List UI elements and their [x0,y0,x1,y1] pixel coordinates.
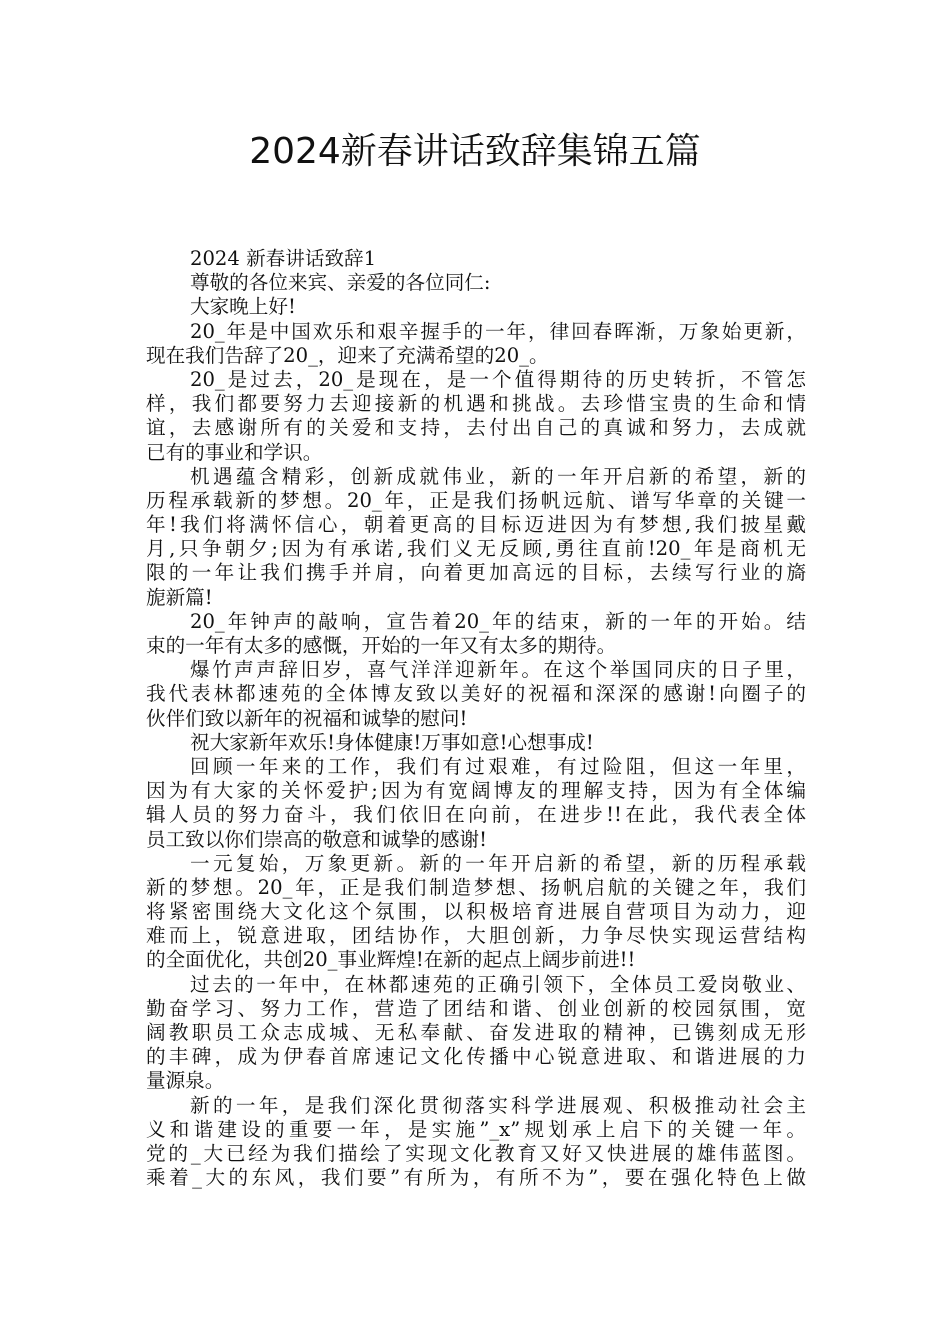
body-line: 20_是过去，20_是现在，是一个值得期待的历史转折，不管怎 [190,367,806,391]
body-line: 大家晚上好! [190,295,296,319]
body-line: 谊，去感谢所有的关爱和支持，去付出自己的真诚和努力，去成就 [146,416,806,440]
body-line: 旎新篇! [146,585,213,609]
body-line: 我代表林都速苑的全体博友致以美好的祝福和深深的感谢!向圈子的 [146,682,806,706]
body-line: 义和谐建设的重要一年，是实施”_x”规划承上启下的关键一年。 [146,1117,806,1141]
body-line: 爆竹声声辞旧岁，喜气洋洋迎新年。在这个举国同庆的日子里， [190,658,806,682]
body-line: 一元复始，万象更新。新的一年开启新的希望，新的历程承载 [190,851,806,875]
body-line: 束的一年有太多的感慨，开始的一年又有太多的期待。 [146,634,617,657]
body-line: 量源泉。 [146,1069,225,1093]
body-line: 年!我们将满怀信心，朝着更高的目标迈进因为有梦想,我们披星戴 [146,513,806,537]
body-line: 20_年钟声的敲响，宣告着20_年的结束，新的一年的开始。结 [190,609,806,633]
body-line: 辑人员的努力奋斗，我们依旧在向前，在进步!!在此，我代表全体 [146,803,806,827]
body-line: 尊敬的各位来宾、亲爱的各位同仁: [190,271,491,295]
body-line: 新的一年，是我们深化贯彻落实科学进展观、积极推动社会主 [190,1093,806,1117]
body-line: 的丰碑，成为伊春首席速记文化传播中心锐意进取、和谐进展的力 [146,1045,806,1069]
body-line: 将紧密围绕大文化这个氛围，以积极培育进展自营项目为动力，迎 [146,900,806,924]
body-line: 员工致以你们崇高的敬意和诚挚的感谢! [146,827,487,851]
body-line: 机遇蕴含精彩，创新成就伟业，新的一年开启新的希望，新的 [190,464,806,488]
body-line: 乘着_大的东风，我们要”有所为，有所不为”，要在强化特色上做 [146,1166,806,1190]
body-line: 样，我们都要努力去迎接新的机遇和挑战。去珍惜宝贵的生命和情 [146,392,806,416]
body-line: 历程承载新的梦想。20_年，正是我们扬帆远航、谱写华章的关键一 [146,488,806,512]
body-line: 党的_大已经为我们描绘了实现文化教育又好又快进展的雄伟蓝图。 [146,1141,806,1165]
body-line: 的全面优化，共创20_事业辉煌!在新的起点上阔步前进!! [146,948,636,972]
body-line: 阔教职员工众志成城、无私奉献、奋发进取的精神，已镌刻成无形 [146,1021,806,1044]
body-line: 月,只争朝夕;因为有承诺,我们义无反顾,勇往直前!20_年是商机无 [146,537,806,561]
body-line: 回顾一年来的工作，我们有过艰难，有过险阻，但这一年里， [190,754,806,778]
document-title: 2024新春讲话致辞集锦五篇 [249,131,701,172]
document-body [146,247,806,1190]
body-line: 已有的事业和学识。 [146,440,323,464]
body-line: 因为有大家的关怀爱护;因为有宽阔博友的理解支持，因为有全体编 [146,779,806,803]
body-line: 过去的一年中，在林都速苑的正确引领下，全体员工爱岗敬业、 [190,972,806,996]
body-line: 20_年是中国欢乐和艰辛握手的一年，律回春晖渐，万象始更新， [190,319,806,343]
body-line: 伙伴们致以新年的祝福和诚挚的慰问! [146,706,468,730]
body-line: 祝大家新年欢乐!身体健康!万事如意!心想事成! [190,730,594,754]
body-line: 2024 新春讲话致辞1 [190,247,377,270]
body-line: 勤奋学习、努力工作，营造了团结和谐、创业创新的校园氛围，宽 [146,996,806,1020]
body-line: 新的梦想。20_年，正是我们制造梦想、扬帆启航的关键之年，我们 [146,875,806,899]
body-line: 难而上，锐意进取，团结协作，大胆创新，力争尽快实现运营结构 [146,924,806,948]
body-line: 现在我们告辞了20_，迎来了充满希望的20_。 [146,343,549,367]
body-line: 限的一年让我们携手并肩，向着更加高远的目标，去续写行业的旖 [146,561,806,585]
